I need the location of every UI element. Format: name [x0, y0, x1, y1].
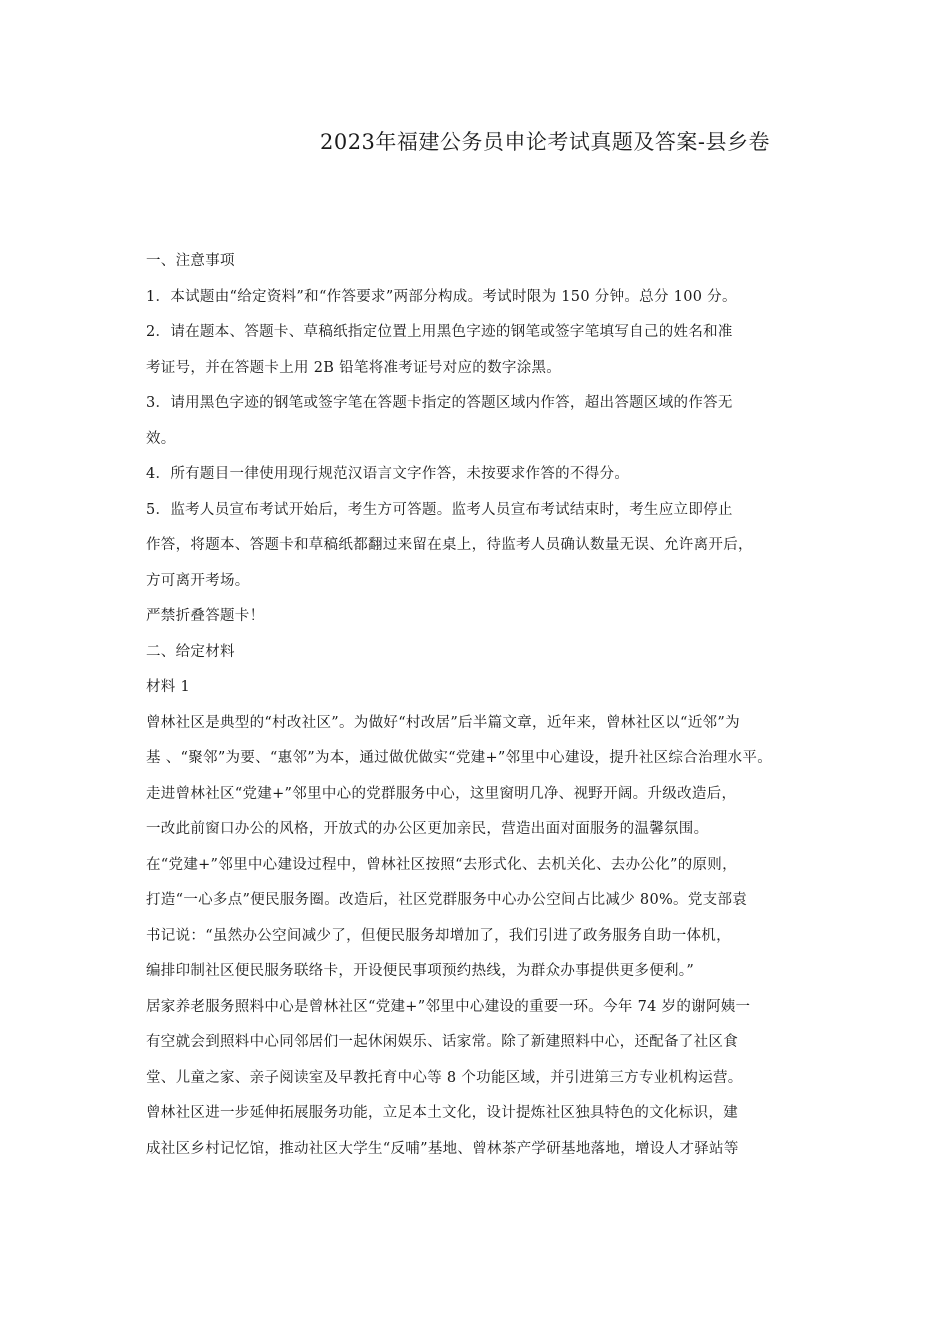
material-heading: 材料 1 [146, 679, 191, 695]
paragraph-line: 在“党建+”邻里中心建设过程中，曾林社区按照“去形式化、去机关化、去办公化”的原则， [146, 856, 737, 873]
paragraph-line: 走进曾林社区“党建+”邻里中心的党群服务中心，这里窗明几净、视野开阔。升级改造后， [146, 785, 737, 802]
paragraph-line: 2．请在题本、答题卡、草稿纸指定位置上用黑色字迹的钢笔或签字笔填写自己的姓名和准 [146, 324, 733, 340]
document-title: 2023年福建公务员申论考试真题及答案-县乡卷 [319, 130, 771, 154]
paragraph-line: 成社区乡村记忆馆，推动社区大学生“反哺”基地、曾林茶产学研基地落地，增设人才驿站等 [146, 1140, 739, 1157]
paragraph-line: 堂、儿童之家、亲子阅读室及早教托育中心等 8 个功能区域，并引进第三方专业机构运营。 [146, 1069, 743, 1086]
paragraph-line: 作答，将题本、答题卡和草稿纸都翻过来留在桌上，待监考人员确认数量无误、允许离开后， [146, 537, 753, 553]
warning-line: 严禁折叠答题卡！ [146, 608, 265, 624]
paragraph-line: 方可离开考场。 [146, 572, 250, 589]
paragraph-line: 有空就会到照料中心同邻居们一起休闲娱乐、话家常。除了新建照料中心，还配备了社区食 [146, 1034, 738, 1050]
document-body [146, 244, 906, 1167]
section-heading: 一、注意事项 [146, 253, 235, 269]
paragraph-line: 基 、“聚邻”为要、“惠邻”为本，通过做优做实“党建+”邻里中心建设，提升社区综合治理水平。 [146, 750, 773, 766]
section-heading: 二、给定材料 [146, 643, 235, 660]
paragraph-line: 考证号，并在答题卡上用 2B 铅笔将准考证号对应的数字涂黑。 [146, 359, 562, 376]
paragraph-line: 3．请用黑色字迹的钢笔或签字笔在答题卡指定的答题区域内作答，超出答题区域的作答无 [146, 395, 733, 411]
paragraph-line: 编排印制社区便民服务联络卡，开设便民事项预约热线，为群众办事提供更多便利。” [146, 963, 695, 979]
paragraph-line: 书记说：“虽然办公空间减少了，但便民服务却增加了，我们引进了政务服务自助一体机， [146, 927, 731, 944]
paragraph-line: 效。 [146, 430, 176, 447]
paragraph-line: 曾林社区是典型的“村改社区”。为做好“村改居”后半篇文章，近年来，曾林社区以“近邻”为 [146, 714, 740, 731]
paragraph-line: 1．本试题由“给定资料”和“作答要求”两部分构成。考试时限为 150 分钟。总分 100 分。 [146, 288, 737, 305]
paragraph-line: 曾林社区进一步延伸拓展服务功能，立足本土文化，设计提炼社区独具特色的文化标识，建 [146, 1105, 738, 1121]
paragraph-line: 5．监考人员宣布考试开始后，考生方可答题。监考人员宣布考试结束时，考生应立即停止 [146, 501, 733, 518]
paragraph-line: 打造“一心多点”便民服务圈。改造后，社区党群服务中心办公空间占比减少 80%。党支部袁 [146, 892, 748, 908]
paragraph-line: 一改此前窗口办公的风格，开放式的办公区更加亲民，营造出面对面服务的温馨氛围。 [146, 821, 709, 837]
paragraph-line: 4．所有题目一律使用现行规范汉语言文字作答，未按要求作答的不得分。 [146, 466, 630, 482]
paragraph-line: 居家养老服务照料中心是曾林社区“党建+”邻里中心建设的重要一环。今年 74 岁的谢阿姨一 [146, 998, 751, 1015]
